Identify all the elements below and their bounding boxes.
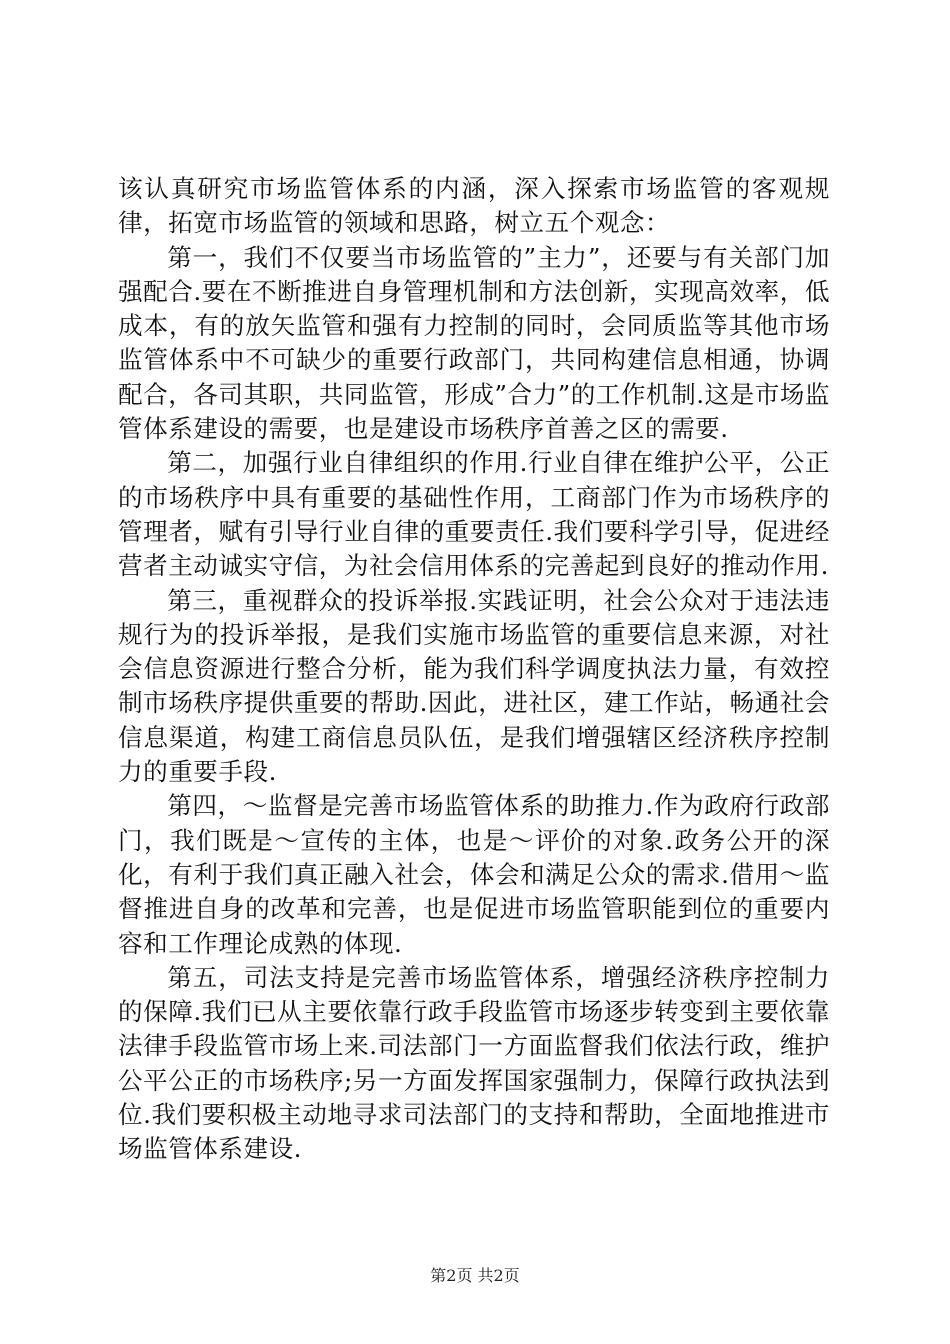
paragraph-third-point: 第三，重视群众的投诉举报.实践证明，社会公众对于违法违规行为的投诉举报，是我们实施市场监管的重要信息来源，对社会信息资源进行整合分析，能为我们科学调度执法力量，有效控制市场秩序提供重要的帮助.因此，进社区，建工作站，畅通社会信息渠道，构建工商信息员队伍，是我们增强辖区经济秩序控制力的重要手段. bbox=[118, 585, 830, 787]
paragraph-continuation: 该认真研究市场监管体系的内涵，深入探索市场监管的客观规律，拓宽市场监管的领域和思路，树立五个观念： bbox=[118, 174, 830, 238]
paragraph-second-point: 第二，加强行业自律组织的作用.行业自律在维护公平，公正的市场秩序中具有重要的基础性作用，工商部门作为市场秩序的管理者，赋有引导行业自律的重要责任.我们要科学引导，促进经营者主动诚实守信，为社会信用体系的完善起到良好的推动作用. bbox=[118, 448, 830, 581]
document-body bbox=[118, 172, 830, 1167]
paragraph-fifth-point: 第五，司法支持是完善市场监管体系，增强经济秩序控制力的保障.我们已从主要依靠行政手段监管市场逐步转变到主要依靠法律手段监管市场上来.司法部门一方面监督我们依法行政，维护公平公正的市场秩序;另一方面发挥国家强制力，保障行政执法到位.我们要积极主动地寻求司法部门的支持和帮助，全面地推进市场监管体系建设. bbox=[118, 962, 830, 1164]
paragraph-first-point: 第一，我们不仅要当市场监管的”主力”，还要与有关部门加强配合.要在不断推进自身管理机制和方法创新，实现高效率，低成本，有的放矢监管和强有力控制的同时，会同质监等其他市场监管体系中不可缺少的重要行政部门，共同构建信息相通，协调配合，各司其职，共同监管，形成”合力”的工作机制.这是市场监管体系建设的需要，也是建设市场秩序首善之区的需要. bbox=[118, 242, 830, 444]
page-number-footer: 第2页 共2页 bbox=[430, 1266, 520, 1285]
paragraph-fourth-point: 第四，～监督是完善市场监管体系的助推力.作为政府行政部门，我们既是～宣传的主体，也是～评价的对象.政务公开的深化，有利于我们真正融入社会，体会和满足公众的需求.借用～监督推进自身的改革和完善，也是促进市场监管职能到位的重要内容和工作理论成熟的体现. bbox=[118, 791, 830, 958]
